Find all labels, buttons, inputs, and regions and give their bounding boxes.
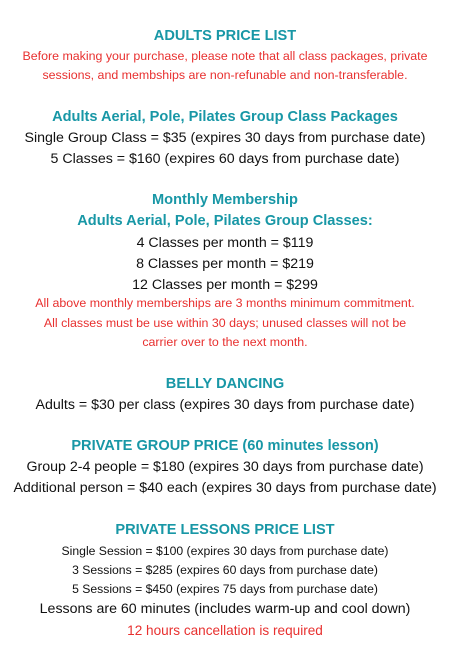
cancellation-note: 12 hours cancellation is required bbox=[127, 623, 323, 638]
membership-subheading: Adults Aerial, Pole, Pilates Group Classes: bbox=[77, 213, 373, 229]
private-group-item: Group 2-4 people = $180 (expires 30 days from purchase date) bbox=[26, 459, 424, 475]
membership-note-line-3: carrier over to the next month. bbox=[142, 335, 308, 349]
intro-note-line-2: sessions, and membships are non-refunable and non-transferable. bbox=[42, 68, 408, 82]
private-lesson-item: Single Session = $100 (expires 30 days from purchase date) bbox=[61, 544, 389, 558]
private-group-heading: PRIVATE GROUP PRICE (60 minutes lesson) bbox=[71, 438, 379, 454]
private-lesson-item: 3 Sessions = $285 (expires 60 days from purchase date) bbox=[72, 563, 378, 577]
belly-dancing-heading: BELLY DANCING bbox=[165, 376, 285, 392]
private-lessons-heading: PRIVATE LESSONS PRICE LIST bbox=[115, 522, 335, 538]
private-lesson-item: 5 Sessions = $450 (expires 75 days from purchase date) bbox=[72, 582, 378, 596]
intro-note-line-1: Before making your purchase, please note that all class packages, private bbox=[22, 49, 428, 63]
group-packages-heading: Adults Aerial, Pole, Pilates Group Class Packages bbox=[52, 109, 398, 125]
page-title: ADULTS PRICE LIST bbox=[153, 28, 297, 44]
private-group-item: Additional person = $40 each (expires 30 days from purchase date) bbox=[13, 480, 437, 496]
membership-item: 12 Classes per month = $299 bbox=[132, 277, 318, 293]
membership-item: 8 Classes per month = $219 bbox=[136, 256, 314, 272]
membership-note-line-1: All above monthly memberships are 3 months minimum commitment. bbox=[35, 296, 415, 310]
belly-dancing-item: Adults = $30 per class (expires 30 days from purchase date) bbox=[35, 397, 415, 413]
group-package-item: 5 Classes = $160 (expires 60 days from purchase date) bbox=[50, 151, 400, 167]
membership-heading: Monthly Membership bbox=[152, 192, 298, 208]
group-package-item: Single Group Class = $35 (expires 30 days from purchase date) bbox=[24, 130, 426, 146]
membership-note-line-2: All classes must be use within 30 days; unused classes will not be bbox=[43, 316, 407, 330]
lesson-duration-note: Lessons are 60 minutes (includes warm-up and cool down) bbox=[39, 601, 411, 617]
membership-item: 4 Classes per month = $119 bbox=[136, 235, 314, 251]
